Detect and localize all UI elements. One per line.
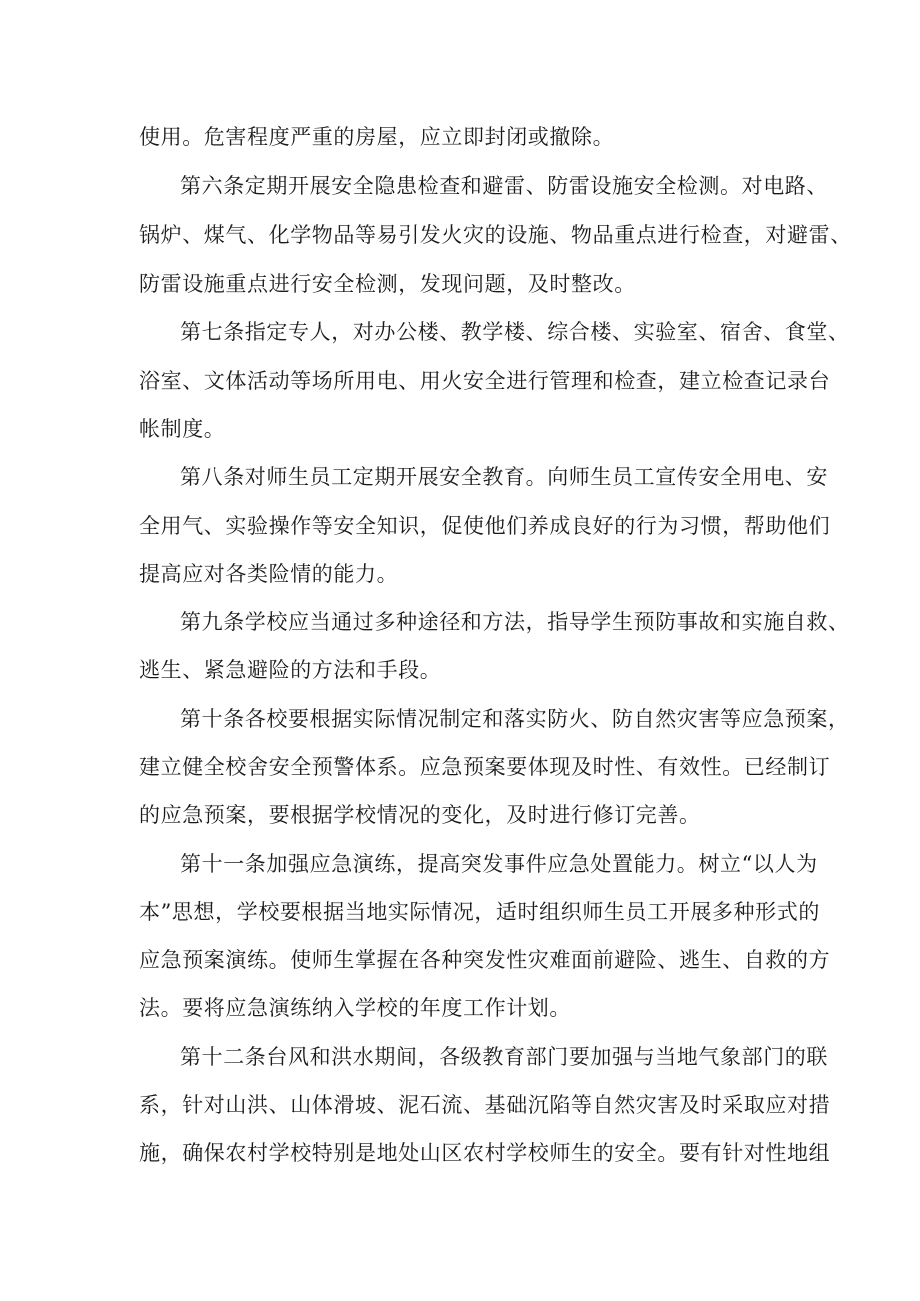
text-line: 第八条对师生员工定期开展安全教育。向师生员工宣传安全用电、安 — [180, 465, 828, 489]
text-line: 逃生、紧急避险的方法和手段。 — [139, 658, 442, 682]
text-line: 应急预案演练。使师生掌握在各种突发性灾难面前避险、逃生、自救的方 — [139, 948, 831, 972]
text-line: 本”思想，学校要根据当地实际情况，适时组织师生员工开展多种形式的 — [139, 900, 820, 924]
text-line: 第十二条台风和洪水期间，各级教育部门要加强与当地气象部门的联 — [180, 1045, 828, 1069]
text-line: 提高应对各类险情的能力。 — [139, 562, 399, 586]
text-line: 的应急预案，要根据学校情况的变化，及时进行修订完善。 — [139, 803, 701, 827]
text-line: 防雷设施重点进行安全检测，发现问题，及时整改。 — [139, 272, 636, 296]
text-line: 第七条指定专人，对办公楼、教学楼、综合楼、实验室、宿舍、食堂、 — [180, 320, 850, 344]
text-line: 浴室、文体活动等场所用电、用火安全进行管理和检查，建立检查记录台 — [139, 369, 831, 393]
text-line: 第十一条加强应急演练，提高突发事件应急处置能力。树立“以人为 — [180, 852, 818, 876]
text-line: 锅炉、煤气、化学物品等易引发火灾的设施、物品重点进行检查，对避雷、 — [139, 223, 852, 247]
text-line: 系，针对山洪、山体滑坡、泥石流、基础沉陷等自然灾害及时采取应对措 — [139, 1093, 831, 1117]
text-line: 施，确保农村学校特别是地处山区农村学校师生的安全。要有针对性地组 — [139, 1141, 831, 1165]
text-line: 建立健全校舍安全预警体系。应急预案要体现及时性、有效性。已经制订 — [139, 755, 831, 779]
text-line: 使用。危害程度严重的房屋，应立即封闭或撤除。 — [139, 125, 615, 149]
text-line: 法。要将应急演练纳入学校的年度工作计划。 — [139, 996, 571, 1020]
text-line: 第十条各校要根据实际情况制定和落实防火、防自然灾害等应急预案， — [180, 707, 850, 731]
text-line: 帐制度。 — [139, 417, 226, 441]
text-line: 第九条学校应当通过多种途径和方法，指导学生预防事故和实施自救、 — [180, 610, 850, 634]
text-line: 全用气、实验操作等安全知识，促使他们养成良好的行为习惯，帮助他们 — [139, 514, 831, 538]
text-line: 第六条定期开展安全隐患检查和避雷、防雷设施安全检测。对电路、 — [180, 174, 828, 198]
